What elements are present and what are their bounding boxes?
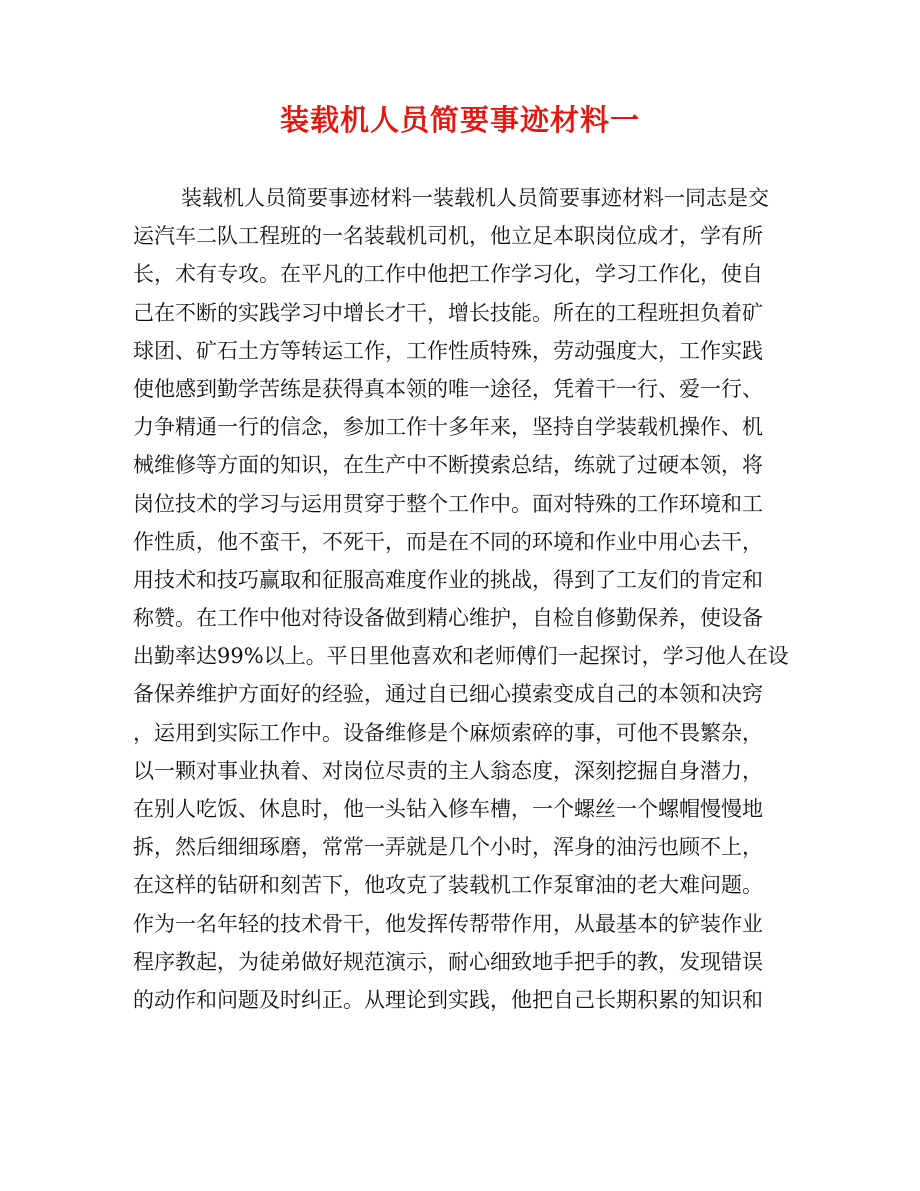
body-line: 力争精通一行的信念，参加工作十多年来，坚持自学装载机操作、机 <box>133 415 763 440</box>
body-line: 拆，然后细细琢磨，常常一弄就是几个小时，浑身的油污也顾不上， <box>133 835 763 860</box>
body-line: ，运用到实际工作中。设备维修是个麻烦索碎的事，可他不畏繁杂， <box>133 720 763 745</box>
body-line: 备保养维护方面好的经验，通过自已细心摸索变成自己的本领和决窍 <box>133 682 763 707</box>
body-line: 用技术和技巧赢取和征服高难度作业的挑战，得到了工友们的肯定和 <box>133 567 763 592</box>
body-line: 作性质，他不蛮干，不死干，而是在不同的环境和作业中用心去干， <box>133 529 763 554</box>
body-line: 程序教起，为徒弟做好规范演示，耐心细致地手把手的教，发现错误 <box>133 949 763 974</box>
body-line: 作为一名年轻的技术骨干，他发挥传帮带作用，从最基本的铲装作业 <box>133 911 763 936</box>
body-line: 装载机人员简要事迹材料一装载机人员简要事迹材料一同志是交 <box>181 186 769 210</box>
document-body <box>133 179 793 1019</box>
body-line: 在别人吃饭、休息时，他一头钻入修车槽，一个螺丝一个螺帽慢慢地 <box>133 797 763 821</box>
body-line: 在这样的钻研和刻苦下，他攻克了装载机工作泵窜油的老大难问题。 <box>133 873 763 898</box>
body-line: 使他感到勤学苦练是获得真本领的唯一途径，凭着干一行、爱一行、 <box>133 376 763 401</box>
body-line: 运汽车二队工程班的一名装载机司机，他立足本职岗位成才，学有所 <box>133 224 763 249</box>
body-line: 出勤率达99%以上。平日里他喜欢和老师傅们一起探讨，学习他人在设 <box>133 644 789 669</box>
body-line: 长，术有专攻。在平凡的工作中他把工作学习化，学习工作化，使自 <box>133 262 763 287</box>
body-line: 械维修等方面的知识，在生产中不断摸索总结，练就了过硬本领，将 <box>133 453 763 478</box>
body-line: 己在不断的实践学习中增长才干，增长技能。所在的工程班担负着矿 <box>133 300 763 325</box>
document-title: 装载机人员简要事迹材料一 <box>279 103 640 137</box>
body-line: 岗位技术的学习与运用贯穿于整个工作中。面对特殊的工作环境和工 <box>133 491 763 516</box>
body-line: 以一颗对事业执着、对岗位尽责的主人翁态度，深刻挖掘自身潜力， <box>133 758 763 783</box>
body-line: 的动作和问题及时纠正。从理论到实践，他把自己长期积累的知识和 <box>133 987 763 1012</box>
body-line: 称赞。在工作中他对待设备做到精心维护，自检自修勤保养，使设备 <box>133 606 763 631</box>
body-line: 球团、矿石土方等转运工作，工作性质特殊，劳动强度大，工作实践 <box>133 338 763 363</box>
